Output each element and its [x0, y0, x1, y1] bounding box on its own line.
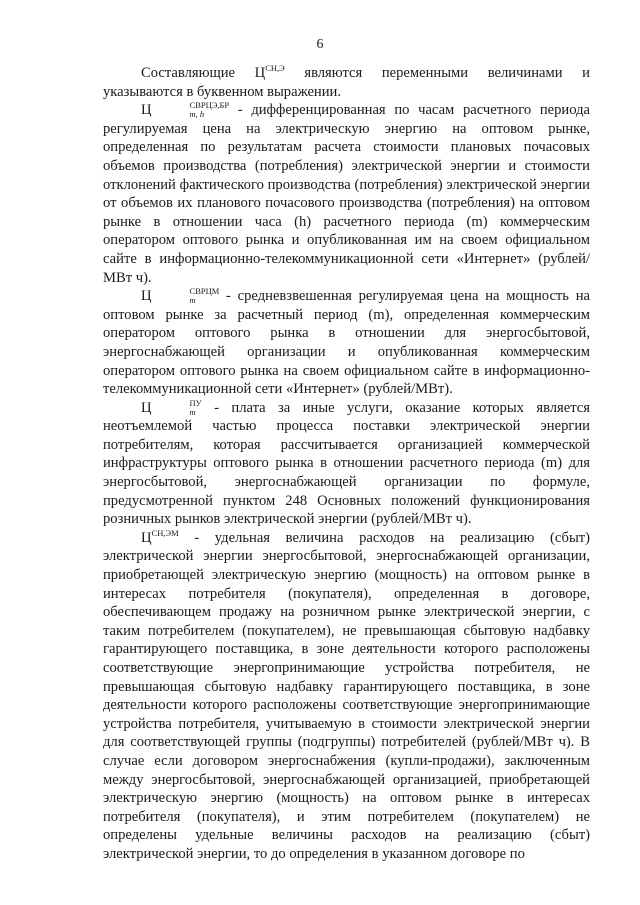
symbol-base: Ц: [254, 65, 266, 81]
symbol-subscript: m: [189, 406, 196, 417]
symbol-superscript: СН,Э: [265, 63, 285, 74]
formula-symbol-cn-e: [255, 65, 285, 81]
symbol-subscript: m: [189, 295, 196, 306]
formula-symbol-svrce-br: [141, 102, 229, 118]
formula-symbol-cn-em: [141, 527, 179, 546]
formula-symbol-svrcm: [141, 288, 219, 304]
symbol-base: Ц: [141, 399, 152, 416]
paragraph-text-before: Составляющие: [141, 65, 255, 81]
page-number: 6: [316, 37, 324, 52]
symbol-base: Ц: [141, 288, 152, 305]
paragraph-text: - средневзвешенная регулируемая цена на мощность на оптовом рынке за расчетный период (m), определенная коммерческим оператором оптового рынка в отношении для энергосбытовой, энергоснабжающей организации и опубликованная коммерческим оператором оптового рынка на своем официальном сайте в информационно-телекоммуникационной сети «Интернет» (рублей/МВт).: [103, 288, 590, 398]
symbol-superscript: СН,ЭМ: [151, 527, 179, 538]
paragraph-text: - дифференцированная по часам расчетного периода регулируемая цена на электрическую энергию на оптовом рынке, определенная по результатам расчета стоимости плановых почасовых объемов производства (потребления) электрической энергии и стоимости отклонений фактического производства (потребления) электрической энергии от объемов их планового почасового производства (потребления) на оптовом рынке в отношении часа (h) расчетного периода (m) коммерческим оператором оптового рынка и опубликованная им на своем официальном сайте в информационно-телекоммуникационной сети «Интернет» (рублей/МВт ч).: [103, 102, 590, 286]
paragraph-cn-em: [103, 529, 590, 864]
formula-symbol-pu: [141, 397, 202, 417]
symbol-superscript: СВРЦМ: [189, 286, 220, 297]
symbol-base: Ц: [141, 102, 152, 119]
paragraph-pu: [103, 399, 590, 529]
paragraph-components: [103, 64, 590, 101]
paragraph-text-after: являются переменными величинами и указываются в буквенном выражении.: [103, 65, 590, 100]
document-body: [103, 64, 590, 864]
paragraph-text: - удельная величина расходов на реализацию (сбыт) электрической энергии энергосбытовой, энергоснабжающей организации, приобретающей электрическую энергию (мощность) на оптовом рынке в интересах потребителя (покупателя), определенная в договоре, обеспечивающем продажу на розничном рынке электрической энергии, с таким потребителем (покупателем), не превышающая сбытовую надбавку гарантирующего поставщика, в зоне деятельности которого расположены соответствующие энергопринимающие устройства потребителя, не превышающая сбытовую надбавку гарантирующего поставщика, в зоне деятельности которого расположены соответствующие энергопринимающие устройства потребителя, учитываемую в стоимости электрической энергии для соответствующей группы (подгруппы) потребителей (рублей/МВт ч). В случае если договором энергоснабжения (купли-продажи), заключенным между энергосбытовой, энергоснабжающей организацией, приобретающей электрическую энергию (мощность) на оптовом рынке в интересах потребителя (покупателя), и этим потребителем (покупателем) не определены удельные величины расходов на реализацию (сбыт) электрической энергии, то до определения в указанном договоре по: [103, 529, 590, 862]
paragraph-svrce-br: [103, 101, 590, 287]
symbol-subscript: m, h: [189, 109, 205, 120]
symbol-superscript: СВРЦЭ,БР: [189, 100, 230, 111]
symbol-base: Ц: [141, 529, 152, 546]
paragraph-text: - плата за иные услуги, оказание которых является неотъемлемой частью процесса поставки электрической энергии потребителям, которая рассчитывается организацией коммерческой инфраструктуры оптового рынка в отношении расчетного периода (m) для энергосбытовой, энергоснабжающей организации по формуле, предусмотренной пунктом 248 Основных положений функционирования розничных рынков электрической энергии (рублей/МВт ч).: [103, 399, 590, 528]
paragraph-svrcm: [103, 287, 590, 399]
symbol-superscript: ПУ: [189, 397, 202, 408]
